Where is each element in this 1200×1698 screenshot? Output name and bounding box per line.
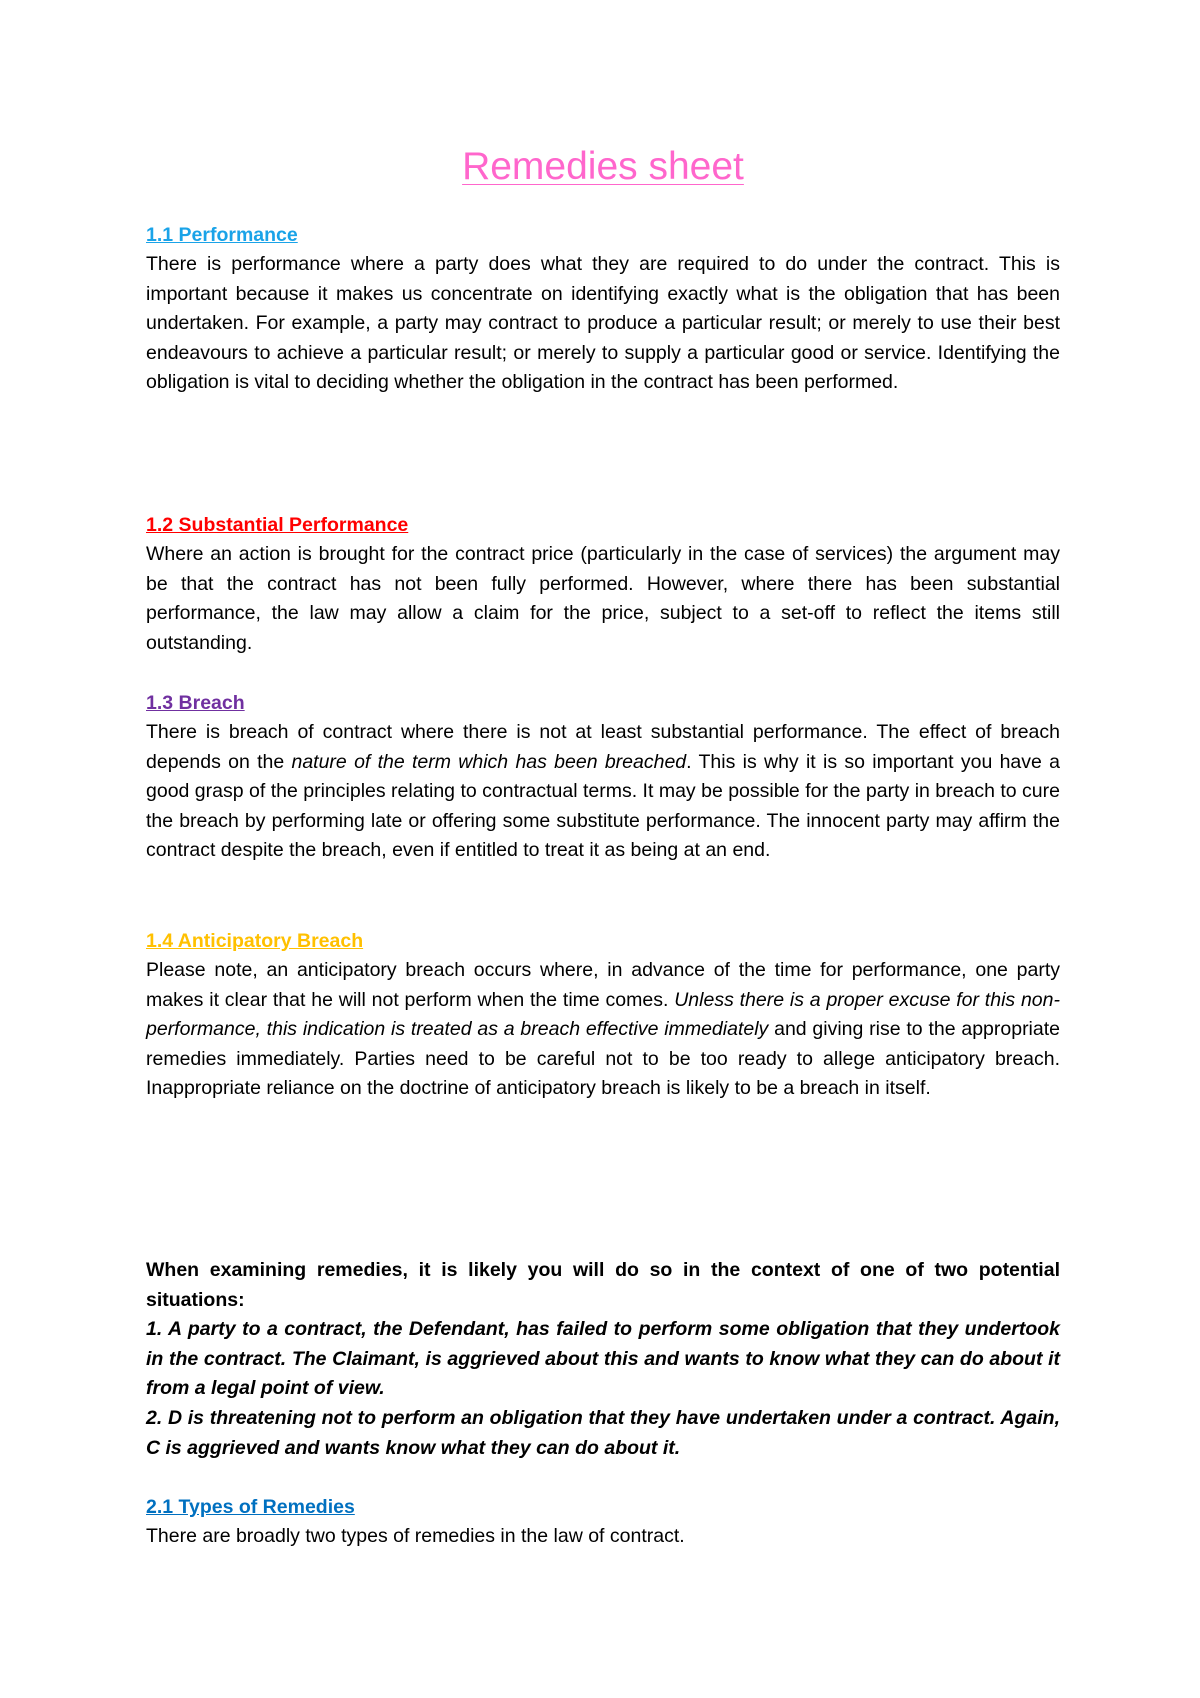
- remedies-intro-item-2: 2. D is threatening not to perform an obligation that they have undertaken under a contract. Again, C is aggrieved and wants know what they can do about it.: [146, 1406, 1060, 1459]
- paragraph-anticipatory-breach: [146, 956, 1060, 1104]
- heading-performance: 1.1 Performance: [146, 224, 298, 246]
- breach-text-a: There is breach of contract where there is not at least substantial performance. The effect of breach depends on the: [146, 721, 1060, 773]
- heading-breach: 1.3 Breach: [146, 692, 245, 714]
- breach-text-italic: nature of the term which has been breached: [291, 750, 687, 773]
- page-title: Remedies sheet: [462, 145, 744, 188]
- remedies-intro-item-1: 1. A party to a contract, the Defendant, has failed to perform some obligation that they undertook in the contract. The Claimant, is aggrieved about this and wants to know what they can do about it from a legal point of view.: [146, 1318, 1060, 1400]
- paragraph-substantial-performance: Where an action is brought for the contract price (particularly in the case of services) the argument may be that the contract has not been fully performed. However, where there has been substantial performance, the law may allow a claim for the price, subject to a set-off to reflect the items still outstanding.: [146, 543, 1060, 654]
- anticipatory-text-a: Please note, an anticipatory breach occurs where, in advance of the time for performance, one party makes it clear that he will not perform when the time comes.: [146, 959, 1060, 1011]
- heading-anticipatory-breach: 1.4 Anticipatory Breach: [146, 930, 364, 952]
- section-types-of-remedies: [146, 1492, 1060, 1552]
- section-remedies-intro: [146, 1256, 1060, 1463]
- heading-substantial-performance: 1.2 Substantial Performance: [146, 514, 409, 536]
- section-breach: [146, 688, 1060, 866]
- paragraph-types-of-remedies: There are broadly two types of remedies in the law of contract.: [146, 1525, 685, 1547]
- remedies-intro-lead: When examining remedies, it is likely you will do so in the context of one of two potential situations:: [146, 1259, 1060, 1311]
- paragraph-performance: There is performance where a party does what they are required to do under the contract. This is important because it makes us concentrate on identifying exactly what is the obligation that has been undertaken. For example, a party may contract to produce a particular result; or merely to use their best endeavours to achieve a particular result; or merely to supply a particular good or service. Identifying the obligation is vital to deciding whether the obligation in the contract has been performed.: [146, 253, 1060, 394]
- anticipatory-text-b: and giving rise to the appropriate remedies immediately. Parties need to be careful not to be too ready to allege anticipatory breach. Inappropriate reliance on the doctrine of anticipatory breach is likely to be a breach in itself.: [146, 1018, 1060, 1100]
- breach-text-b: . This is why it is so important you have a good grasp of the principles relating to contractual terms. It may be possible for the party in breach to cure the breach by performing late or offering some substitute performance. The innocent party may affirm the contract despite the breach, even if entitled to treat it as being at an end.: [146, 750, 1060, 862]
- section-performance: [146, 220, 1060, 398]
- paragraph-breach: [146, 718, 1060, 866]
- section-substantial-performance: [146, 510, 1060, 658]
- anticipatory-text-italic: Unless there is a proper excuse for this non-performance, this indication is treated as a breach effective immediately: [146, 988, 1060, 1041]
- heading-types-of-remedies: 2.1 Types of Remedies: [146, 1496, 355, 1518]
- section-anticipatory-breach: [146, 926, 1060, 1104]
